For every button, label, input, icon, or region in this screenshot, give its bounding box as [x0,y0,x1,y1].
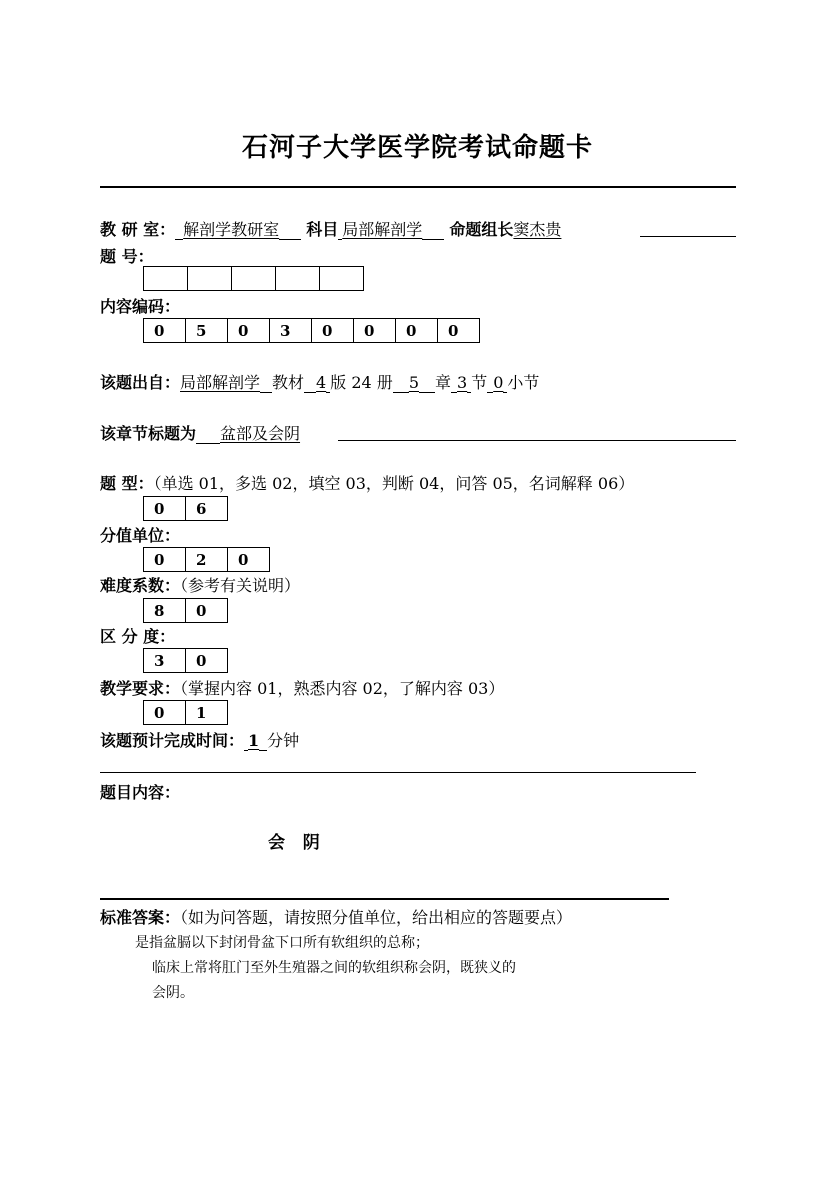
question-no-box [144,267,188,291]
requirement-label: 教学要求： [100,679,181,698]
chapter-title-row [100,421,300,444]
discrimination-box: 0 [186,649,228,673]
discrimination-label: 区 分 度： [100,627,176,646]
content-code-box: 0 [354,319,396,343]
question-no-boxes [143,266,364,291]
score-unit-box: 0 [144,548,186,572]
content-code-box: 3 [270,319,312,343]
question-no-box [232,267,276,291]
content-code-box: 0 [228,319,270,343]
question-no-box [320,267,364,291]
time-value: 1 [248,731,260,750]
requirement-boxes [143,700,228,725]
time-label: 该题预计完成时间： [100,731,245,750]
document-title: 石河子大学医学院考试命题卡 [241,133,593,163]
chapter-title-value: 盆部及会阴 [220,424,301,443]
question-no-box [276,267,320,291]
source-subsection: 0 [493,373,504,392]
question-type-boxes [143,496,228,521]
dept-value: 解剖学教研室 [183,220,280,239]
source-chapter-word: 章 [435,373,452,392]
source-subsection-word: 小节 [507,373,540,392]
answer-line-3: 会阴。 [152,985,194,1001]
chapter-title-label: 该章节标题为 [100,424,197,443]
answer-line-1: 是指盆膈以下封闭骨盆下口所有软组织的总称； [135,935,429,951]
time-row [100,728,299,751]
requirement-box: 0 [144,701,186,725]
requirement-row [100,676,504,699]
question-type-box: 6 [186,497,228,521]
score-unit-box: 2 [186,548,228,572]
content-divider [100,772,696,773]
source-volume-word: 册 [376,373,393,392]
source-edition: 4 [316,373,327,392]
content-label: 题目内容： [100,783,181,802]
title-divider [100,186,736,188]
content-code-label: 内容编码： [100,297,181,316]
source-chapter: 5 [408,373,419,392]
source-book: 局部解剖学 [180,373,261,392]
source-section: 3 [457,373,468,392]
source-row [100,370,539,393]
question-no-label: 题 号： [100,247,154,266]
question-type-row [100,471,634,494]
answer-line-2: 临床上常将肛门至外生殖器之间的软组织称会阴，既狭义的 [152,960,516,976]
answer-divider [100,898,669,900]
content-code-box: 0 [396,319,438,343]
question-text: 会 阴 [268,833,320,853]
discrimination-boxes [143,648,228,673]
subject-label: 科目 [306,220,339,239]
requirement-note: （掌握内容 01，熟悉内容 02，了解内容 03） [180,679,505,698]
answer-note: （如为问答题，请按照分值单位，给出相应的答题要点） [180,908,573,927]
question-type-note: （单选 01，多选 02，填空 03，判断 04，问答 05，名词解释 06） [153,474,635,493]
time-unit: 分钟 [267,731,300,750]
score-unit-label: 分值单位： [100,526,181,545]
header-underline [640,236,736,237]
answer-row [100,905,572,928]
difficulty-boxes [143,598,228,623]
dept-label: 教 研 室： [100,220,176,239]
source-volume: 24 [351,373,372,392]
question-type-label: 题 型： [100,474,154,493]
content-code-boxes [143,318,480,343]
discrimination-box: 3 [144,649,186,673]
difficulty-label: 难度系数： [100,576,181,595]
difficulty-row [100,573,300,596]
source-label: 该题出自： [100,373,181,392]
source-section-word: 节 [471,373,488,392]
requirement-box: 1 [186,701,228,725]
difficulty-box: 8 [144,599,186,623]
score-unit-box: 0 [228,548,270,572]
question-type-box: 0 [144,497,186,521]
source-edition-word: 版 [330,373,347,392]
content-code-box: 5 [186,319,228,343]
content-code-box: 0 [438,319,480,343]
leader-value: 窦杰贵 [513,220,562,239]
subject-value: 局部解剖学 [342,220,423,239]
answer-label: 标准答案： [100,908,181,927]
source-textbook-word: 教材 [272,373,305,392]
difficulty-note: （参考有关说明） [180,576,301,595]
content-code-box: 0 [144,319,186,343]
leader-label: 命题组长 [449,220,514,239]
score-unit-boxes [143,547,270,572]
chapter-title-underline [338,440,736,441]
question-no-box [188,267,232,291]
difficulty-box: 0 [186,599,228,623]
content-code-box: 0 [312,319,354,343]
